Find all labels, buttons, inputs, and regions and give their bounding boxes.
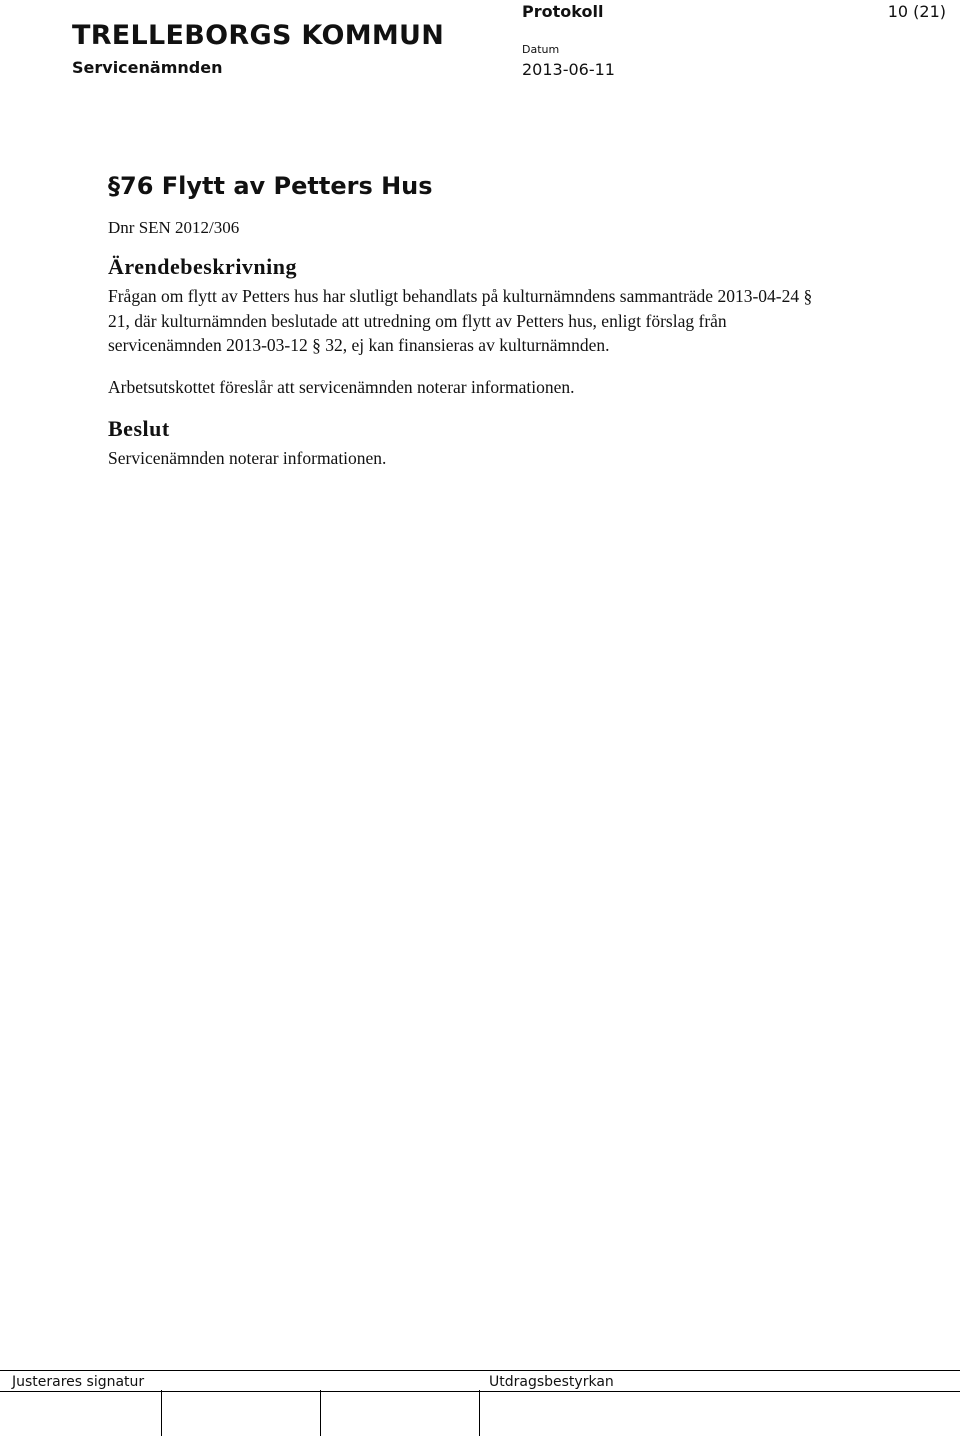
department-name: Servicenämnden [72,58,223,77]
certification-label: Utdragsbestyrkan [489,1374,614,1390]
section-title: §76 Flytt av Petters Hus [108,172,433,200]
organization-name: TRELLEBORGS KOMMUN [72,20,445,51]
page-number: 10 (21) [887,2,946,21]
signature-box-divider [479,1390,480,1436]
date-label: Datum [522,43,560,56]
document-body [108,172,828,488]
signature-label: Justerares signatur [12,1374,145,1390]
date-value: 2013-06-11 [522,60,615,79]
document-type: Protokoll [522,2,604,21]
signature-box-divider [161,1390,162,1436]
description-paragraph: Frågan om flytt av Petters hus har slutligt behandlats på kulturnämndens sammanträde 2013-04-24 § 21, där kulturnämnden beslutade att utredning om flytt av Petters hus, enligt förslag från servicenämnden 2013-03-12 § 32, ej kan finansieras av kulturnämnden. [108,286,813,355]
case-number: Dnr SEN 2012/306 [108,218,240,237]
footer-divider [0,1370,960,1371]
signature-box-divider [320,1390,321,1436]
decision-heading: Beslut [108,416,170,441]
proposal-paragraph: Arbetsutskottet föreslår att servicenämnden noterar informationen. [108,376,575,397]
description-heading: Ärendebeskrivning [108,254,298,279]
footer-divider-lower [0,1391,960,1392]
decision-paragraph: Servicenämnden noterar informationen. [108,448,387,468]
